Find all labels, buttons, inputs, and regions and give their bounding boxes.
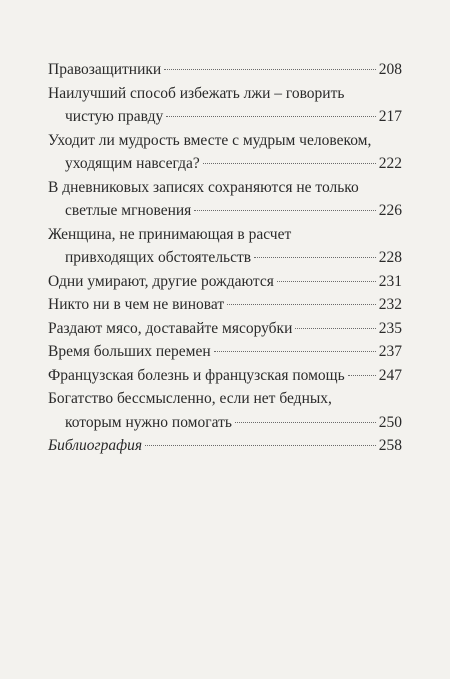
toc-entry[interactable] [48, 364, 402, 388]
toc-entry[interactable] [48, 270, 402, 294]
toc-entry-title: Одни умирают, другие рождаются [48, 272, 274, 290]
dot-leader [203, 163, 376, 164]
toc-line [48, 317, 402, 341]
dot-leader [194, 210, 375, 211]
toc-entry-title: Библиография [48, 437, 143, 454]
toc-entry-title: Наилучший способ избежать лжи – говорить [48, 84, 345, 102]
dot-leader [235, 422, 376, 423]
table-of-contents [48, 58, 402, 458]
toc-entry-title: Богатство бессмысленно, если нет бедных, [48, 390, 332, 407]
toc-entry-title: В дневниковых записях сохраняются не только [48, 178, 359, 196]
dot-leader [295, 328, 375, 329]
toc-entry-title: Женщина, не принимающая в расчет [48, 225, 292, 243]
toc-page-number: 217 [378, 108, 402, 125]
toc-entry[interactable] [48, 387, 402, 434]
toc-entry[interactable] [48, 176, 402, 223]
toc-entry-title: Раздают мясо, доставайте мясорубки [48, 319, 293, 337]
toc-page-number: 237 [378, 343, 402, 360]
toc-line [48, 411, 402, 435]
toc-line [48, 434, 402, 458]
toc-line [48, 152, 402, 176]
toc-entry[interactable] [48, 317, 402, 341]
toc-entry[interactable] [48, 129, 402, 176]
dot-leader [348, 375, 376, 376]
toc-entry-title: Правозащитники [48, 61, 162, 78]
toc-page-number: 228 [378, 249, 402, 266]
toc-entry-title: Время больших перемен [48, 343, 211, 360]
toc-line [48, 105, 402, 129]
toc-entry-title-continued: привходящих обстоятельств [65, 249, 252, 266]
dot-leader [227, 304, 376, 305]
toc-page-number: 226 [378, 202, 402, 219]
toc-line [48, 340, 402, 364]
toc-entry-title: Французская болезнь и французская помощь [48, 366, 345, 384]
dot-leader [277, 281, 376, 282]
toc-line [48, 199, 402, 223]
toc-entry-title: Никто ни в чем не виноват [48, 296, 225, 313]
toc-line [48, 270, 402, 294]
toc-page-number: 250 [378, 413, 402, 431]
toc-entry-bibliography[interactable] [48, 434, 402, 458]
toc-page-number: 222 [378, 155, 402, 172]
toc-entry[interactable] [48, 82, 402, 129]
dot-leader [164, 69, 376, 70]
toc-entry-title-continued: которым нужно помогать [65, 413, 232, 431]
toc-line [48, 246, 402, 270]
toc-page-number: 208 [378, 61, 402, 78]
dot-leader [214, 351, 376, 352]
dot-leader [166, 116, 376, 117]
toc-entry-title-continued: уходящим навсегда? [65, 155, 200, 172]
dot-leader [254, 257, 376, 258]
toc-page-number: 258 [378, 437, 402, 454]
toc-entry-title: Уходит ли мудрость вместе с мудрым человеком, [48, 131, 372, 149]
dot-leader [145, 445, 376, 446]
toc-entry[interactable] [48, 223, 402, 270]
toc-entry-title-continued: светлые мгновения [65, 202, 192, 219]
toc-entry[interactable] [48, 58, 402, 82]
toc-page-number: 231 [378, 272, 402, 290]
toc-entry-title-continued: чистую правду [65, 108, 164, 125]
toc-line [48, 364, 402, 388]
toc-entry[interactable] [48, 340, 402, 364]
toc-page-number: 247 [378, 366, 402, 384]
toc-page-number: 232 [378, 296, 402, 313]
toc-line [48, 58, 402, 82]
toc-entry[interactable] [48, 293, 402, 317]
toc-line [48, 293, 402, 317]
toc-page-number: 235 [378, 319, 402, 337]
